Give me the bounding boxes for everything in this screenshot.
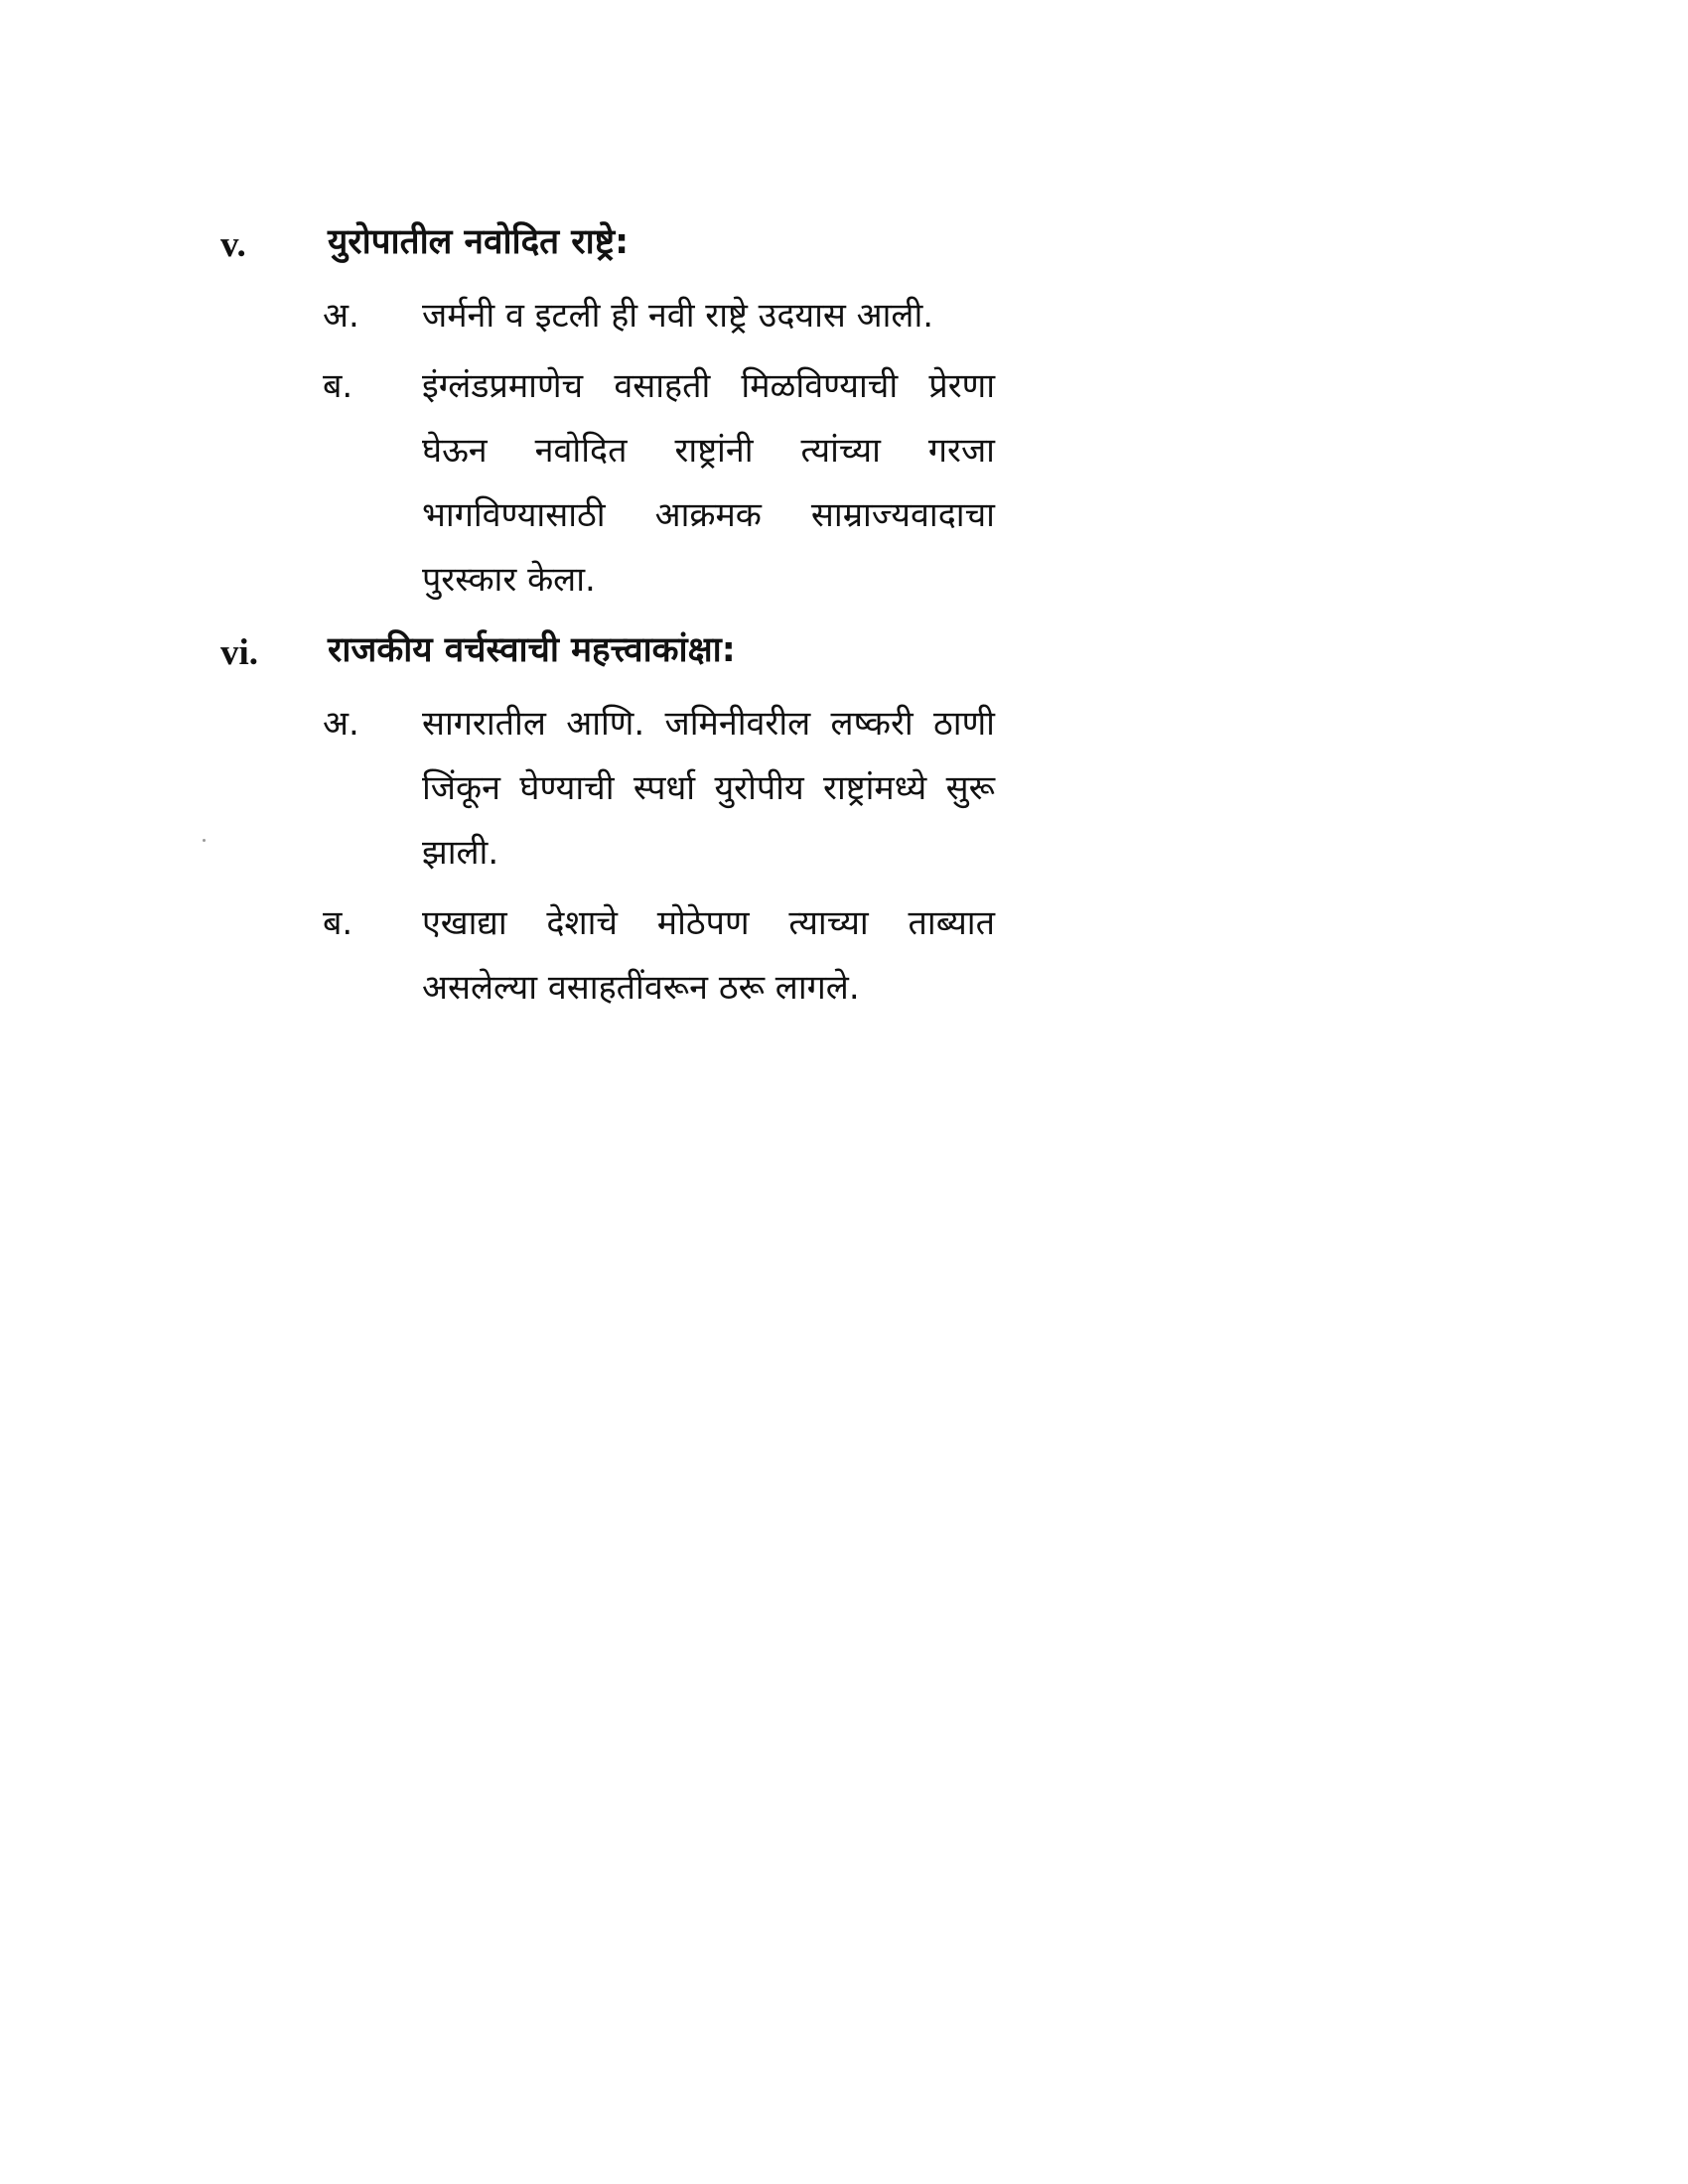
document-content bbox=[220, 212, 995, 1028]
section-heading bbox=[220, 620, 995, 692]
item-text: इंग्लंडप्रमाणेच वसाहती मिळविण्याची प्रेरणा घेऊन नवोदित राष्ट्रांनी त्यांच्या गरजा भागविण्यासाठी आक्रमक साम्राज्यवादाचा पुरस्कार केला. bbox=[422, 366, 995, 600]
scan-speck bbox=[203, 839, 206, 842]
section-v bbox=[220, 212, 995, 613]
list-item bbox=[323, 284, 995, 348]
item-marker: अ. bbox=[323, 704, 359, 744]
item-marker: ब. bbox=[323, 366, 353, 406]
item-text: एखाद्या देशाचे मोठेपण त्याच्या ताब्यात असलेल्या वसाहतींवरून ठरू लागले. bbox=[422, 903, 995, 1008]
list-item bbox=[323, 354, 995, 613]
section-title: युरोपातील नवोदित राष्ट्रे: bbox=[328, 222, 630, 262]
item-text: जर्मनी व इटली ही नवी राष्ट्रे उदयास आली. bbox=[422, 296, 934, 336]
list-item bbox=[323, 891, 995, 1021]
section-vi bbox=[220, 620, 995, 1021]
item-text: सागरातील आणि. जमिनीवरील लष्करी ठाणी जिंकून घेण्याची स्पर्धा युरोपीय राष्ट्रांमध्ये सुरू झाली. bbox=[422, 704, 995, 873]
section-number: v. bbox=[220, 224, 246, 265]
section-title: राजकीय वर्चस्वाची महत्त्वाकांक्षा: bbox=[328, 630, 736, 670]
section-number: vi. bbox=[220, 632, 259, 673]
item-marker: ब. bbox=[323, 903, 353, 943]
section-heading bbox=[220, 212, 995, 284]
list-item bbox=[323, 692, 995, 886]
item-marker: अ. bbox=[323, 296, 359, 336]
